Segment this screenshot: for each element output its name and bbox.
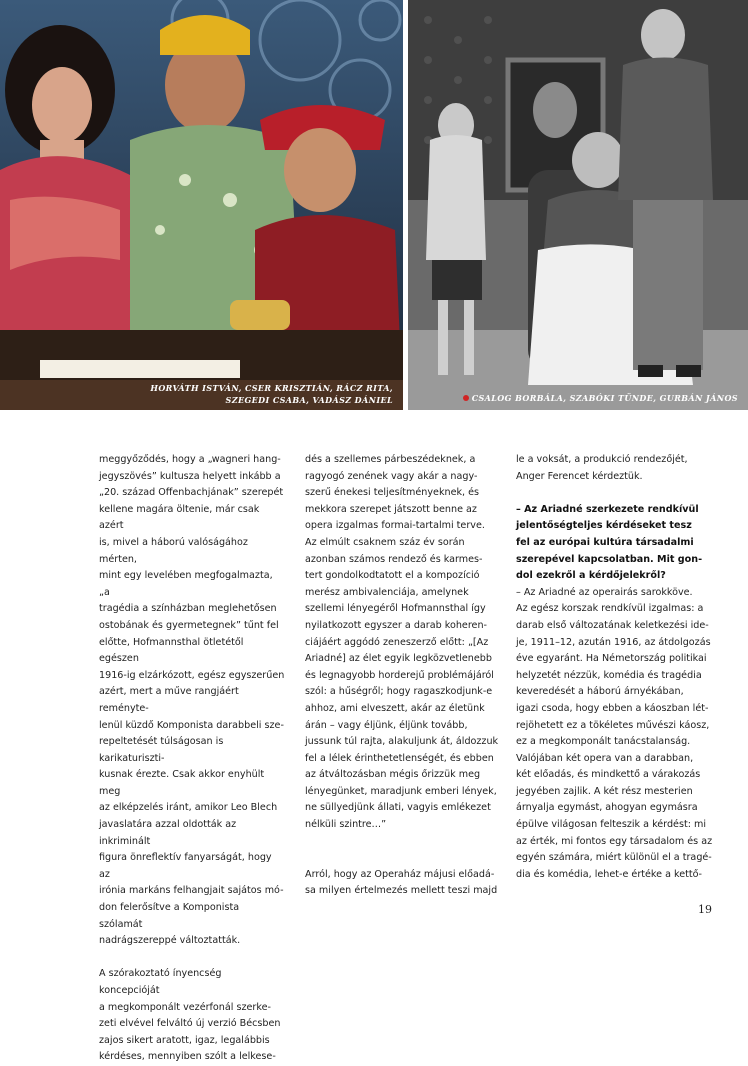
text-line: kellene magára öltenie, már csak azért (99, 503, 260, 532)
text-line: az átváltozásban mégis őrizzük meg (305, 769, 481, 781)
text-line: jegyében zajlik. A két rész mesterien (516, 785, 693, 797)
text-line: fel a lélek érinthetetlenségét, és ebben (305, 752, 494, 764)
text-line: nyilatkozott egyszer a darab koheren- (305, 619, 487, 631)
text-line: 1916-ig elzárkózott, egész egyszerűen (99, 669, 285, 681)
text-line: is, mivel a háború valóságához mérten, (99, 536, 248, 565)
text-line: igazi csoda, hogy ebben a káoszban lét- (516, 702, 709, 714)
text-line: sa milyen értelmezés mellett teszi majd (305, 885, 498, 897)
text-line: épülve világosan felteszik a kérdést: mi (516, 819, 707, 831)
text-line: zajos sikert aratott, igaz, legalábbis (99, 1034, 270, 1046)
text-line: nadrágszereppé változtatták. (99, 935, 241, 947)
text-line: jelentőségteljes kérdéseket tesz (516, 520, 692, 532)
text-line: merész ambivalenciája, amelynek (305, 586, 469, 598)
text-line: mint egy levelében megfogalmazta, „a (99, 570, 273, 598)
text-line: le a voksát, a produkció rendezőjét, (516, 454, 688, 465)
text-line: ez a megkomponált tanácstalanság. (516, 736, 691, 748)
text-line: az érték, mi fontos egy társadalom és az (516, 835, 713, 847)
text-line: Arról, hogy az Operaház májusi előadá- (305, 868, 495, 880)
text-line: nélküli szintre…” (305, 819, 387, 831)
text-line: azonban számos rendező és karmes- (305, 553, 483, 565)
text-line: árnyalja egymást, ahogyan egymásra (516, 802, 698, 814)
caption-right-text: CSALOG BORBÁLA, SZABÓKI TÜNDE, GURBÁN JÁNOS (471, 393, 738, 403)
article-column-1 (99, 452, 285, 1066)
text-line: két előadás, és mindkettő a várakozás (516, 769, 701, 781)
text-line: azért, mert a műve rangjáért reményte- (99, 686, 239, 714)
text-line: Az egész korszak rendkívül izgalmas: a (516, 603, 704, 615)
text-line: dia és komédia, lehet-e értéke a kettő- (516, 868, 703, 880)
text-line: repeltetését túlságosan is karikaturiszti- (99, 736, 224, 764)
text-line: kusnak érezte. Csak akkor enyhült meg (99, 769, 265, 797)
text-line: irónia markáns felhangjait sajátos mó- (99, 885, 284, 897)
text-line: keveredését a háború árnyékában, (516, 686, 684, 698)
text-line: javaslatára azzal oldották az inkriminált (99, 819, 237, 847)
text-line: jegyszövés” kultusza helyett inkább a (99, 470, 281, 482)
stage-photo-bw-illustration (408, 0, 748, 410)
text-line: a megkomponált vezérfonál szerke- (99, 1001, 271, 1013)
text-line: Az elmúlt csaknem száz év során (305, 536, 465, 548)
article-column-3 (516, 452, 716, 883)
text-line: éve egyaránt. Ha Németország politikai (516, 653, 707, 665)
text-line: ostobának és gyermetegnek” tűnt fel (99, 619, 279, 631)
text-line: A szórakoztató ínyencség koncepcióját (99, 968, 222, 996)
paragraph-gap (99, 950, 285, 967)
text-line: je, 1911–12, azután 1916, az átdolgozás (516, 636, 711, 648)
photo-caption-left (93, 382, 393, 406)
paragraph-gap (305, 850, 501, 867)
text-line: tragédia a színházban meglehetősen (99, 603, 277, 615)
text-line: szól: a hűségről; hogy ragaszkodjunk-e (305, 686, 493, 698)
text-line: helyzetét nézzük, komédia és tragédia (516, 669, 702, 681)
text-line: zeti elvével felváltó új verzió Bécsben (99, 1018, 281, 1030)
interview-answer (516, 585, 716, 884)
photo-caption-right (463, 392, 738, 404)
interview-intro (516, 452, 716, 485)
text-line: rejöhetett ez a tökéletes művészi káosz, (516, 719, 710, 731)
text-line: kérdéses, mennyiben szólt a lelkese- (99, 1051, 276, 1063)
text-line: árán – vagy éljünk, éljünk tovább, (305, 719, 468, 731)
paragraph-gap (305, 834, 501, 851)
text-line: dol ezekről a kérdőjelekről? (516, 570, 666, 582)
text-line: jussunk túl rajta, alakuljunk át, áldozzuk (305, 736, 499, 748)
text-line: meggyőződés, hogy a „wagneri hang- (99, 454, 281, 465)
text-line: lenül küzdő Komponista darabbeli sze- (99, 719, 284, 731)
text-line: szerepével kapcsolatban. Mit gon- (516, 553, 703, 565)
text-line: darab első változatának keletkezési ide- (516, 619, 709, 631)
text-line: don felerősítve a Komponista szólamát (99, 902, 240, 930)
text-line: ne süllyedjünk állati, vagyis emlékezet (305, 802, 491, 814)
text-line: – Az Ariadné szerkezete rendkívül (516, 503, 699, 515)
text-line: és legnagyobb horderejű problémájáról (305, 669, 494, 681)
text-line: – Az Ariadné az operairás sarokköve. (516, 586, 693, 598)
photo-stage-right (408, 0, 748, 410)
text-line: ragyogó zenének vagy akár a nagy- (305, 470, 478, 482)
page-number: 19 (698, 903, 712, 916)
text-line: az elképzelés iránt, amikor Leo Blech (99, 802, 278, 814)
text-line: lényegünket, maradjunk emberi lények, (305, 785, 497, 797)
text-line: ahhoz, ami elveszett, akár az életünk (305, 702, 485, 714)
caption-left-line-1: HORVÁTH ISTVÁN, CSER KRISZTIÁN, RÁCZ RITA, (150, 383, 393, 393)
text-line: előtte, Hofmannsthal ötletétől egészen (99, 636, 244, 665)
text-line: szellemi lényegéről Hofmannsthal így (305, 603, 486, 615)
text-line: figura önreflektív fanyarságát, hogy az (99, 852, 272, 880)
text-line: dés a szellemes párbeszédeknek, a (305, 454, 476, 465)
text-line: tert gondolkodtatott el a kompozíció (305, 570, 480, 582)
text-line: Anger Ferencet kérdeztük. (516, 470, 643, 482)
caption-bullet-icon (463, 395, 469, 401)
caption-left-line-2: SZEGEDI CSABA, VADÁSZ DÁNIEL (225, 395, 393, 405)
text-line: Valójában két opera van a darabban, (516, 752, 694, 764)
text-line: ciájáért aggódó zeneszerző előtt: „[Az (305, 636, 489, 648)
paragraph-gap (516, 485, 716, 502)
interview-question (516, 502, 716, 585)
text-line: mekkora szerepet játszott benne az (305, 503, 477, 515)
text-line: egyén számára, miért különül el a tragé- (516, 852, 712, 864)
stage-photo-illustration (0, 0, 403, 410)
text-line: „20. század Offenbachjának” szerepét (99, 487, 284, 499)
text-line: Ariadné] az élet egyik legközvetlenebb (305, 653, 492, 665)
text-line: szerű énekesi teljesítményeknek, és (305, 487, 480, 499)
text-line: opera izgalmas formai-tartalmi terve. (305, 520, 485, 532)
photo-stage-left (0, 0, 403, 410)
article-column-2 (305, 452, 501, 900)
text-line: fel az európai kultúra társadalmi (516, 536, 694, 548)
